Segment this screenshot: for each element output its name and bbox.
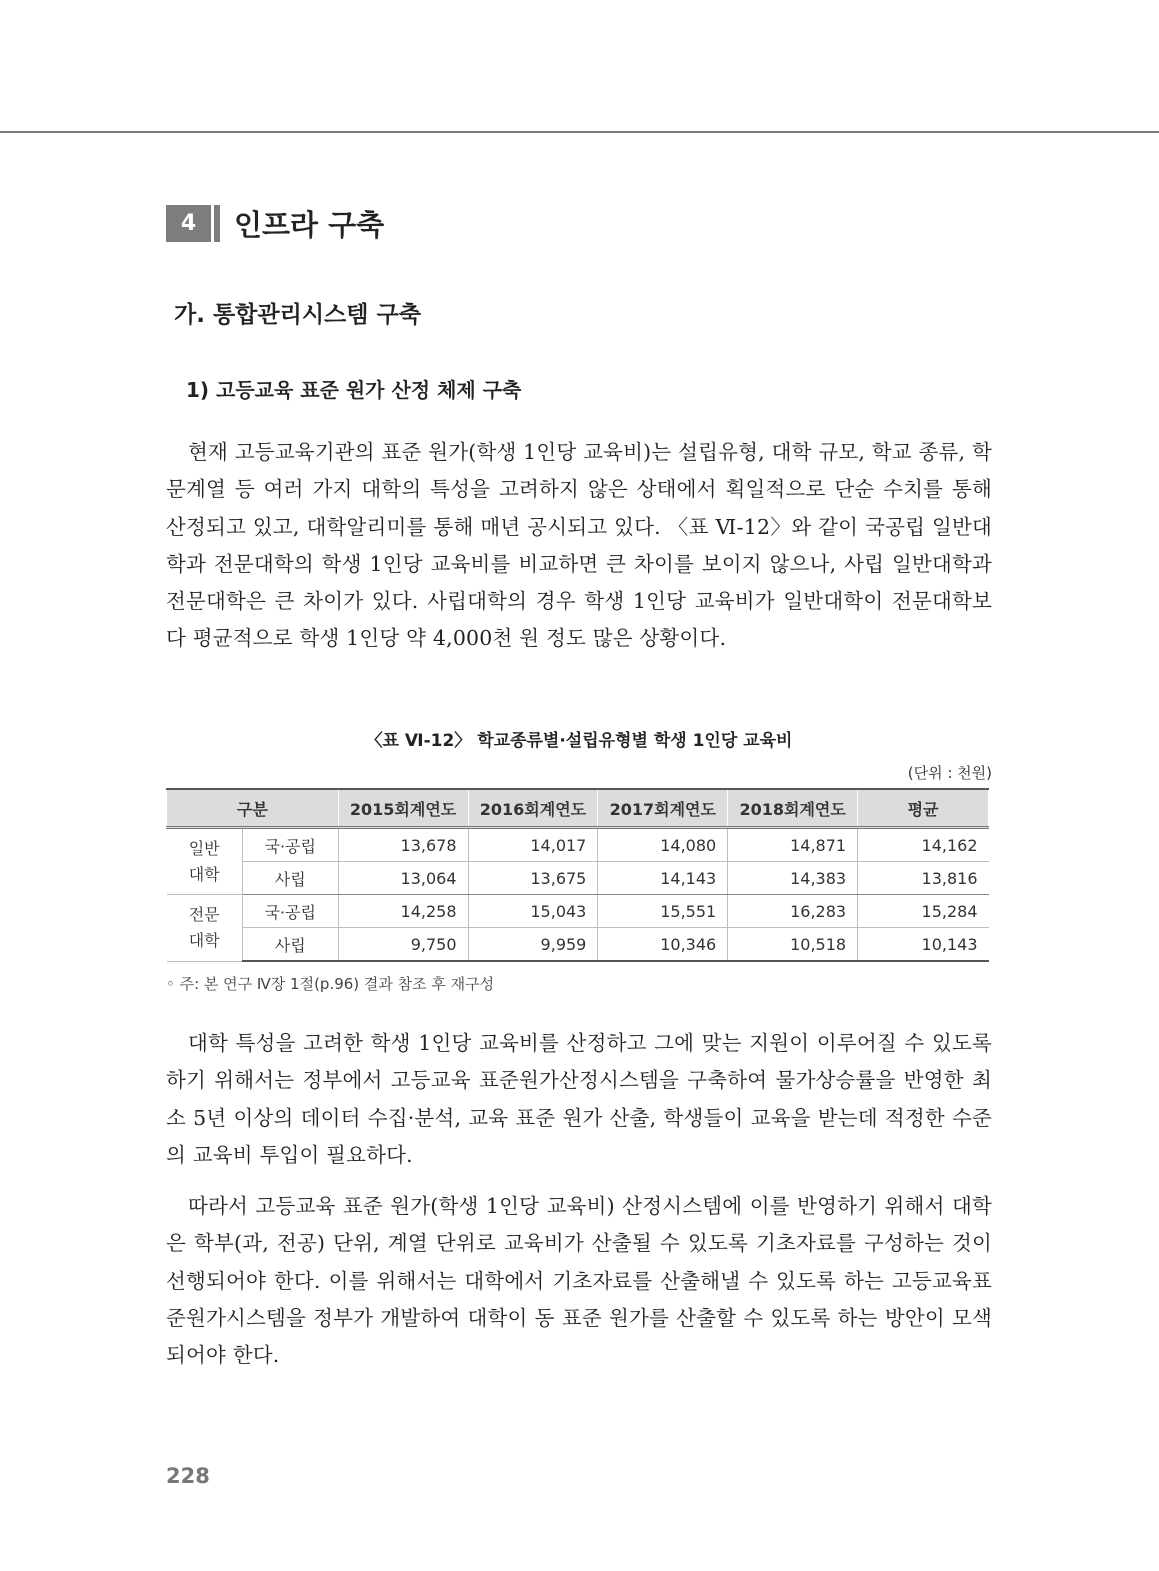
header-2017: 2017회계연도	[598, 789, 728, 828]
cell-value: 14,383	[728, 862, 858, 895]
cell-value: 9,750	[338, 928, 468, 962]
section-number: 4	[166, 205, 211, 242]
cell-value: 16,283	[728, 895, 858, 928]
group-general-university: 일반 대학	[167, 828, 243, 895]
section-bar-decoration	[214, 205, 220, 242]
table-header-row	[167, 789, 989, 828]
table-row	[167, 862, 989, 895]
cell-value: 9,959	[468, 928, 598, 962]
header-average: 평균	[858, 789, 989, 828]
cell-value: 15,284	[858, 895, 989, 928]
row-type: 사립	[242, 862, 338, 895]
cell-value: 14,162	[858, 828, 989, 862]
header-rule	[0, 131, 1159, 133]
body-paragraph-3: 따라서 고등교육 표준 원가(학생 1인당 교육비) 산정시스템에 이를 반영하기 위해서 대학은 학부(과, 전공) 단위, 계열 단위로 교육비가 산출될 수 있도록 기초자료를 구성하는 것이 선행되어야 한다. 이를 위해서는 대학에서 기초자료를 산출해낼 수 있도록 하는 고등교육표준원가시스템을 정부가 개발하여 대학이 동 표준 원가를 산출할 수 있도록 하는 방안이 모색되어야 한다.	[166, 1194, 992, 1368]
header-2016: 2016회계연도	[468, 789, 598, 828]
body-paragraph-1: 현재 고등교육기관의 표준 원가(학생 1인당 교육비)는 설립유형, 대학 규모, 학교 종류, 학문계열 등 여러 가지 대학의 특성을 고려하지 않은 상태에서 획일적으로 단순 수치를 통해 산정되고 있고, 대학알리미를 통해 매년 공시되고 있다. 〈표 Ⅵ-12〉와 같이 국공립 일반대학과 전문대학의 학생 1인당 교육비를 비교하면 큰 차이를 보이지 않으나, 사립 일반대학과 전문대학은 큰 차이가 있다. 사립대학의 경우 학생 1인당 교육비가 일반대학이 전문대학보다 평균적으로 학생 1인당 약 4,000천 원 정도 많은 상황이다.	[166, 440, 992, 651]
cell-value: 14,258	[338, 895, 468, 928]
section-title: 인프라 구축	[234, 208, 385, 242]
row-type: 국·공립	[242, 828, 338, 862]
table-row	[167, 828, 989, 862]
table-caption: 〈표 Ⅵ-12〉 학교종류별·설립유형별 학생 1인당 교육비	[365, 731, 793, 751]
cell-value: 13,064	[338, 862, 468, 895]
table-row	[167, 895, 989, 928]
cell-value: 10,143	[858, 928, 989, 962]
table-row	[167, 928, 989, 962]
subsection-title: 가. 통합관리시스템 구축	[174, 302, 421, 328]
row-type: 사립	[242, 928, 338, 962]
header-category: 구분	[167, 789, 339, 828]
header-2018: 2018회계연도	[728, 789, 858, 828]
subsubsection-title: 1) 고등교육 표준 원가 산정 체제 구축	[186, 378, 522, 402]
cell-value: 13,678	[338, 828, 468, 862]
row-type: 국·공립	[242, 895, 338, 928]
cell-value: 14,143	[598, 862, 728, 895]
cell-value: 10,518	[728, 928, 858, 962]
cell-value: 14,080	[598, 828, 728, 862]
table-note: ◦ 주: 본 연구 Ⅳ장 1절(p.96) 결과 참조 후 재구성	[166, 975, 495, 993]
body-paragraph-2: 대학 특성을 고려한 학생 1인당 교육비를 산정하고 그에 맞는 지원이 이루어질 수 있도록 하기 위해서는 정부에서 고등교육 표준원가산정시스템을 구축하여 물가상승률을 반영한 최소 5년 이상의 데이터 수집·분석, 교육 표준 원가 산출, 학생들이 교육을 받는데 적정한 수준의 교육비 투입이 필요하다.	[166, 1031, 992, 1167]
cell-value: 14,871	[728, 828, 858, 862]
cell-value: 13,675	[468, 862, 598, 895]
section-heading	[166, 203, 384, 244]
page-number: 228	[166, 1464, 210, 1488]
cell-value: 14,017	[468, 828, 598, 862]
cost-table	[166, 788, 989, 962]
header-2015: 2015회계연도	[338, 789, 468, 828]
table-unit: (단위 : 천원)	[907, 764, 992, 782]
cell-value: 15,551	[598, 895, 728, 928]
cell-value: 13,816	[858, 862, 989, 895]
group-junior-college: 전문 대학	[167, 895, 243, 962]
cell-value: 15,043	[468, 895, 598, 928]
cell-value: 10,346	[598, 928, 728, 962]
